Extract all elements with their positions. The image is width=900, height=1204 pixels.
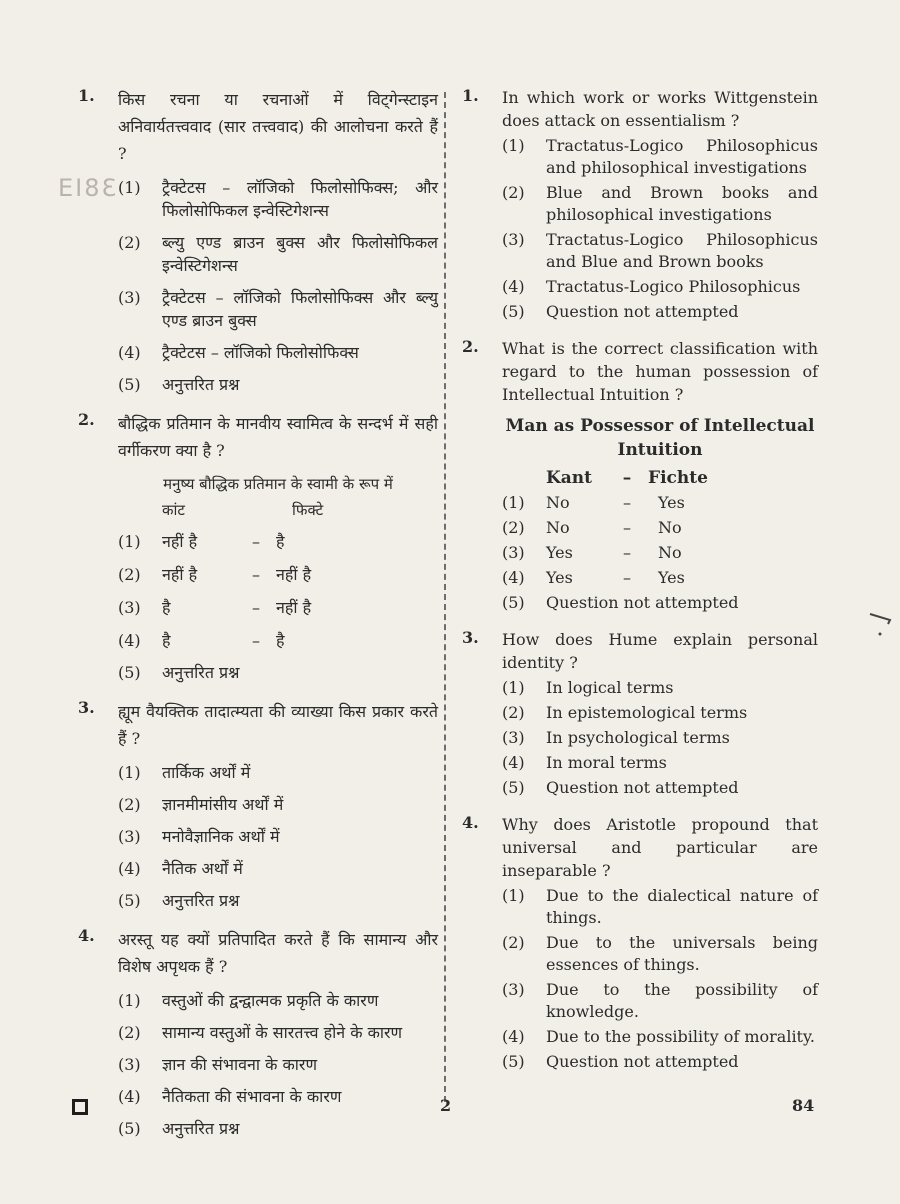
option-number: (1)	[118, 763, 141, 782]
option-number: (5)	[118, 1119, 141, 1138]
option	[502, 885, 818, 929]
option-number: (5)	[502, 778, 525, 797]
option	[502, 979, 818, 1023]
option-text: Due to the possibility of morality.	[546, 1027, 815, 1046]
question-number: 4.	[462, 813, 479, 832]
option	[502, 301, 818, 323]
option-text: वस्तुओं की द्वन्द्वात्मक प्रकृति के कारण	[162, 991, 379, 1010]
row-a: Yes	[546, 543, 573, 562]
question-text: अरस्तू यह क्यों प्रतिपादित करते हैं कि सामान्य और विशेष अपृथक हैं ?	[118, 930, 438, 976]
row-a: No	[546, 493, 570, 512]
question-3-english	[456, 628, 818, 799]
header-dash: –	[622, 468, 632, 488]
option-number: (3)	[502, 230, 525, 249]
col-b-header: Fichte	[648, 468, 708, 488]
option-text: ज्ञानमीमांसीय अर्थों में	[162, 795, 284, 814]
hindi-column	[72, 86, 438, 1154]
option-text: Question not attempted	[546, 778, 739, 797]
question-text: किस रचना या रचनाओं में विट्गेन्स्टाइन अनिवार्यतत्त्ववाद (सार तत्त्ववाद) की आलोचना करते हैं ?	[118, 90, 438, 163]
option-number: (2)	[502, 183, 525, 202]
question-number: 2.	[78, 410, 95, 429]
option-text: ट्रैक्टेटस – लॉजिको फिलोसोफिक्स	[162, 343, 359, 362]
option-number: (3)	[118, 288, 141, 307]
row-number: (3)	[502, 543, 525, 562]
option-number: (5)	[502, 1052, 525, 1071]
option-number: (4)	[502, 277, 525, 296]
table-row	[502, 542, 818, 564]
option	[118, 1117, 438, 1140]
option	[502, 276, 818, 298]
option	[118, 1021, 438, 1044]
row-number: (4)	[118, 631, 141, 650]
column-divider	[444, 92, 446, 1102]
row-b: है	[276, 532, 285, 551]
row-b: है	[276, 631, 285, 650]
option-number: (3)	[118, 1055, 141, 1074]
table-row	[118, 630, 438, 652]
option-text: Question not attempted	[546, 302, 739, 321]
option	[118, 231, 438, 277]
option	[502, 727, 818, 749]
table-row	[502, 492, 818, 514]
option	[502, 229, 818, 273]
option	[502, 592, 818, 614]
option-number: (2)	[118, 233, 141, 252]
option-text: अनुत्तरित प्रश्न	[162, 663, 240, 682]
option	[118, 661, 438, 684]
row-a: है	[162, 631, 171, 650]
option	[502, 752, 818, 774]
scan-margin-mark	[868, 608, 894, 638]
option-text: नैतिक अर्थों में	[162, 859, 243, 878]
option	[502, 777, 818, 799]
option-number: (1)	[502, 678, 525, 697]
col-a-header: कांट	[162, 501, 185, 519]
question-2-english	[456, 337, 818, 614]
option-text: ट्रैक्टेटस – लॉजिको फिलोसोफिक्स; और फिलोसोफिकल इन्वेस्टिगेशन्स	[162, 178, 438, 220]
option-number: (4)	[118, 1087, 141, 1106]
col-a-header: Kant	[546, 468, 593, 488]
option	[118, 341, 438, 364]
option	[502, 135, 818, 179]
table-row	[502, 517, 818, 539]
option	[118, 825, 438, 848]
row-dash: –	[623, 493, 631, 512]
row-dash: –	[252, 532, 260, 551]
option-text: Due to the dialectical nature of things.	[546, 886, 818, 927]
option-text: तार्किक अर्थों में	[162, 763, 251, 782]
english-column	[456, 86, 818, 1087]
booklet-code: 84	[792, 1096, 815, 1115]
option-text: सामान्य वस्तुओं के सारतत्त्व होने के कारण	[162, 1023, 403, 1042]
option-text: Due to the possibility of knowledge.	[546, 980, 818, 1021]
option-text: Question not attempted	[546, 1052, 739, 1071]
question-text: How does Hume explain personal identity ?	[502, 630, 818, 672]
option-number: (1)	[502, 886, 525, 905]
table-row	[118, 564, 438, 586]
question-text: In which work or works Wittgenstein does attack on essentialism ?	[502, 88, 818, 130]
row-dash: –	[252, 565, 260, 584]
option-number: (4)	[502, 1027, 525, 1046]
option-number: (5)	[118, 663, 141, 682]
row-b: No	[658, 518, 682, 537]
option-number: (4)	[118, 859, 141, 878]
option	[118, 176, 438, 222]
option	[118, 761, 438, 784]
row-b: नहीं है	[276, 565, 312, 584]
row-b: Yes	[658, 493, 685, 512]
row-a: है	[162, 598, 171, 617]
option	[502, 1026, 818, 1048]
option-text: अनुत्तरित प्रश्न	[162, 375, 240, 394]
faded-stamp: EI8Ɛ	[58, 174, 119, 202]
question-text: What is the correct classification with regard to the human possession of Intellectual Intuition ?	[502, 339, 818, 404]
row-b: नहीं है	[276, 598, 312, 617]
option-number: (2)	[502, 703, 525, 722]
option-text: Tractatus-Logico Philosophicus	[546, 277, 801, 296]
question-number: 1.	[78, 86, 95, 105]
option-number: (5)	[502, 302, 525, 321]
row-a: No	[546, 518, 570, 537]
option-text: Blue and Brown books and philosophical investigations	[546, 183, 818, 224]
row-number: (1)	[502, 493, 525, 512]
row-dash: –	[252, 631, 260, 650]
option-number: (4)	[118, 343, 141, 362]
question-number: 1.	[462, 86, 479, 105]
row-number: (1)	[118, 532, 141, 551]
option-number: (5)	[118, 375, 141, 394]
question-4-hindi	[72, 926, 438, 1140]
option-number: (3)	[118, 827, 141, 846]
option-text: Tractatus-Logico Philosophicus and Blue and Brown books	[546, 230, 818, 271]
table-heading: मनुष्य बौद्धिक प्रतिमान के स्वामी के रूप में	[163, 475, 393, 493]
table-row	[502, 567, 818, 589]
option-text: In epistemological terms	[546, 703, 748, 722]
page-number: 2	[440, 1096, 452, 1115]
question-number: 2.	[462, 337, 479, 356]
option-text: अनुत्तरित प्रश्न	[162, 1119, 240, 1138]
row-a: Yes	[546, 568, 573, 587]
question-number: 4.	[78, 926, 95, 945]
option-text: अनुत्तरित प्रश्न	[162, 891, 240, 910]
option-text: Question not attempted	[546, 593, 739, 612]
option	[502, 1051, 818, 1073]
option	[118, 857, 438, 880]
option	[502, 932, 818, 976]
question-text: बौद्धिक प्रतिमान के मानवीय स्वामित्व के सन्दर्भ में सही वर्गीकरण क्या है ?	[118, 414, 438, 460]
corner-square-mark	[72, 1099, 88, 1115]
option-text: नैतिकता की संभावना के कारण	[162, 1087, 342, 1106]
option	[118, 1053, 438, 1076]
option	[118, 889, 438, 912]
table-row	[118, 531, 438, 553]
question-1-english	[456, 86, 818, 323]
col-b-header: फिक्टे	[292, 501, 324, 519]
row-b: Yes	[658, 568, 685, 587]
table-column-headers	[162, 500, 438, 520]
question-3-hindi	[72, 698, 438, 912]
option-number: (3)	[502, 980, 525, 999]
row-dash: –	[623, 543, 631, 562]
table-column-headers	[546, 468, 818, 488]
option-text: ब्ल्यु एण्ड ब्राउन बुक्स और फिलोसोफिकल इन्वेस्टिगेशन्स	[162, 233, 438, 275]
option	[118, 373, 438, 396]
option	[502, 702, 818, 724]
question-2-hindi	[72, 410, 438, 684]
question-number: 3.	[78, 698, 95, 717]
option-text: ज्ञान की संभावना के कारण	[162, 1055, 318, 1074]
option-text: Tractatus-Logico Philosophicus and philosophical investigations	[546, 136, 818, 177]
option-text: In psychological terms	[546, 728, 730, 747]
question-text: Why does Aristotle propound that universal and particular are inseparable ?	[502, 815, 818, 880]
option-text: In moral terms	[546, 753, 667, 772]
row-dash: –	[623, 568, 631, 587]
option	[118, 1085, 438, 1108]
table-heading: Man as Possessor of Intellectual Intuition	[505, 416, 815, 460]
question-number: 3.	[462, 628, 479, 647]
option	[118, 286, 438, 332]
option-text: मनोवैज्ञानिक अर्थों में	[162, 827, 280, 846]
row-number: (4)	[502, 568, 525, 587]
option-number: (1)	[118, 991, 141, 1010]
option-number: (5)	[502, 593, 525, 612]
option	[118, 793, 438, 816]
option-number: (4)	[502, 753, 525, 772]
option	[502, 677, 818, 699]
question-4-english	[456, 813, 818, 1073]
option-number: (3)	[502, 728, 525, 747]
option-text: ट्रैक्टेटस – लॉजिको फिलोसोफिक्स और ब्ल्यु एण्ड ब्राउन बुक्स	[162, 288, 438, 330]
row-a: नहीं है	[162, 565, 198, 584]
row-dash: –	[252, 598, 260, 617]
table-row	[118, 597, 438, 619]
row-number: (2)	[502, 518, 525, 537]
option-text: In logical terms	[546, 678, 674, 697]
option	[118, 989, 438, 1012]
option-number: (1)	[118, 178, 141, 197]
option	[502, 182, 818, 226]
question-text: ह्यूम वैयक्तिक तादात्म्यता की व्याख्या किस प्रकार करते हैं ?	[118, 702, 438, 748]
row-a: नहीं है	[162, 532, 198, 551]
option-number: (2)	[502, 933, 525, 952]
row-number: (2)	[118, 565, 141, 584]
question-1-hindi	[72, 86, 438, 396]
row-number: (3)	[118, 598, 141, 617]
option-number: (2)	[118, 1023, 141, 1042]
option-number: (2)	[118, 795, 141, 814]
option-number: (1)	[502, 136, 525, 155]
option-number: (5)	[118, 891, 141, 910]
option-text: Due to the universals being essences of things.	[546, 933, 818, 974]
row-b: No	[658, 543, 682, 562]
row-dash: –	[623, 518, 631, 537]
